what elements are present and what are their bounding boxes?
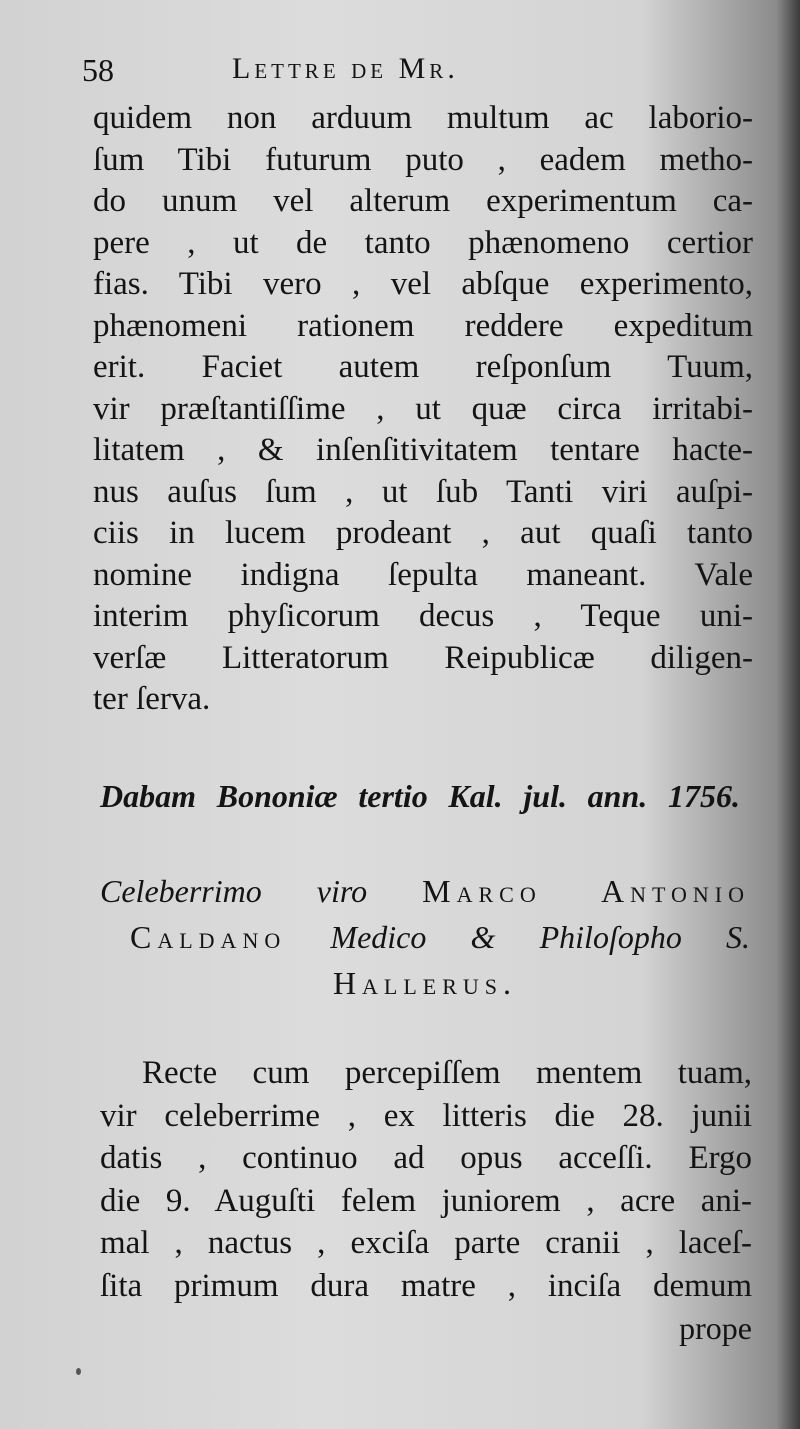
text-line: pere , ut de tanto phænomeno certior bbox=[93, 224, 753, 261]
text-line: litatem , & inſenſitivitatem tentare hacte- bbox=[93, 432, 753, 468]
text-line: erit. Faciet autem reſponſum Tuum, bbox=[93, 349, 753, 385]
text-line: mal , nactus , exciſa parte cranii , laceſ- bbox=[100, 1225, 752, 1261]
text-line: quidem non arduum multum ac laborio- bbox=[93, 100, 753, 136]
text-line: interim phyſicorum decus , Teque uni- bbox=[93, 598, 753, 634]
text-line: datis , continuo ad opus acceſſi. Ergo bbox=[100, 1140, 752, 1176]
dateline: Dabam Bononiæ tertio Kal. jul. ann. 1756. bbox=[100, 778, 740, 814]
letter-address bbox=[100, 868, 750, 1006]
catchword: prope bbox=[679, 1310, 752, 1346]
text-line: ter ſerva. bbox=[93, 681, 211, 717]
page-number: 58 bbox=[82, 52, 114, 88]
text-line: verſæ Litteratorum Reipublicæ diligen- bbox=[93, 639, 753, 676]
text-line: die 9. Auguſti felem juniorem , acre ani- bbox=[100, 1182, 752, 1219]
text-line: nus auſus ſum , ut ſub Tanti viri auſpi- bbox=[93, 473, 753, 510]
address-sender: Hallerus. bbox=[332, 965, 518, 1001]
text-line: vir celeberrime , ex litteris die 28. junii bbox=[100, 1097, 752, 1134]
address-line-3 bbox=[100, 960, 750, 1006]
address-recipient-name: Marco Antonio bbox=[422, 873, 750, 909]
text-line: vir præſtantiſſime , ut quæ circa irritabi- bbox=[93, 390, 753, 427]
letter-closing-text bbox=[93, 98, 753, 721]
running-head bbox=[82, 52, 722, 96]
text-line: nomine indigna ſepulta maneant. Vale bbox=[93, 556, 753, 593]
text-line: ſum Tibi futurum puto , eadem metho- bbox=[93, 141, 753, 178]
address-line-1 bbox=[100, 868, 750, 914]
letter-body bbox=[100, 1052, 752, 1307]
text-line: do unum vel alterum experimentum ca- bbox=[93, 183, 753, 219]
address-recipient-surname: Caldano bbox=[130, 919, 287, 955]
text-line: fias. Tibi vero , vel abſque experimento, bbox=[93, 266, 753, 302]
running-title: Lettre de Mr. bbox=[232, 52, 459, 85]
text-line: Recte cum percepiſſem mentem tuam, bbox=[142, 1055, 752, 1091]
text-line: ſita primum dura matre , inciſa demum bbox=[100, 1267, 752, 1304]
text-line: ciis in lucem prodeant , aut quaſi tanto bbox=[93, 515, 753, 551]
address-line-2 bbox=[100, 914, 750, 960]
address-salutation: Celeberrimo viro bbox=[100, 873, 368, 909]
address-recipient-title: Medico & Philoſopho S. bbox=[330, 919, 751, 955]
ink-speck bbox=[76, 1368, 81, 1375]
text-line: phænomeni rationem reddere expeditum bbox=[93, 307, 753, 344]
